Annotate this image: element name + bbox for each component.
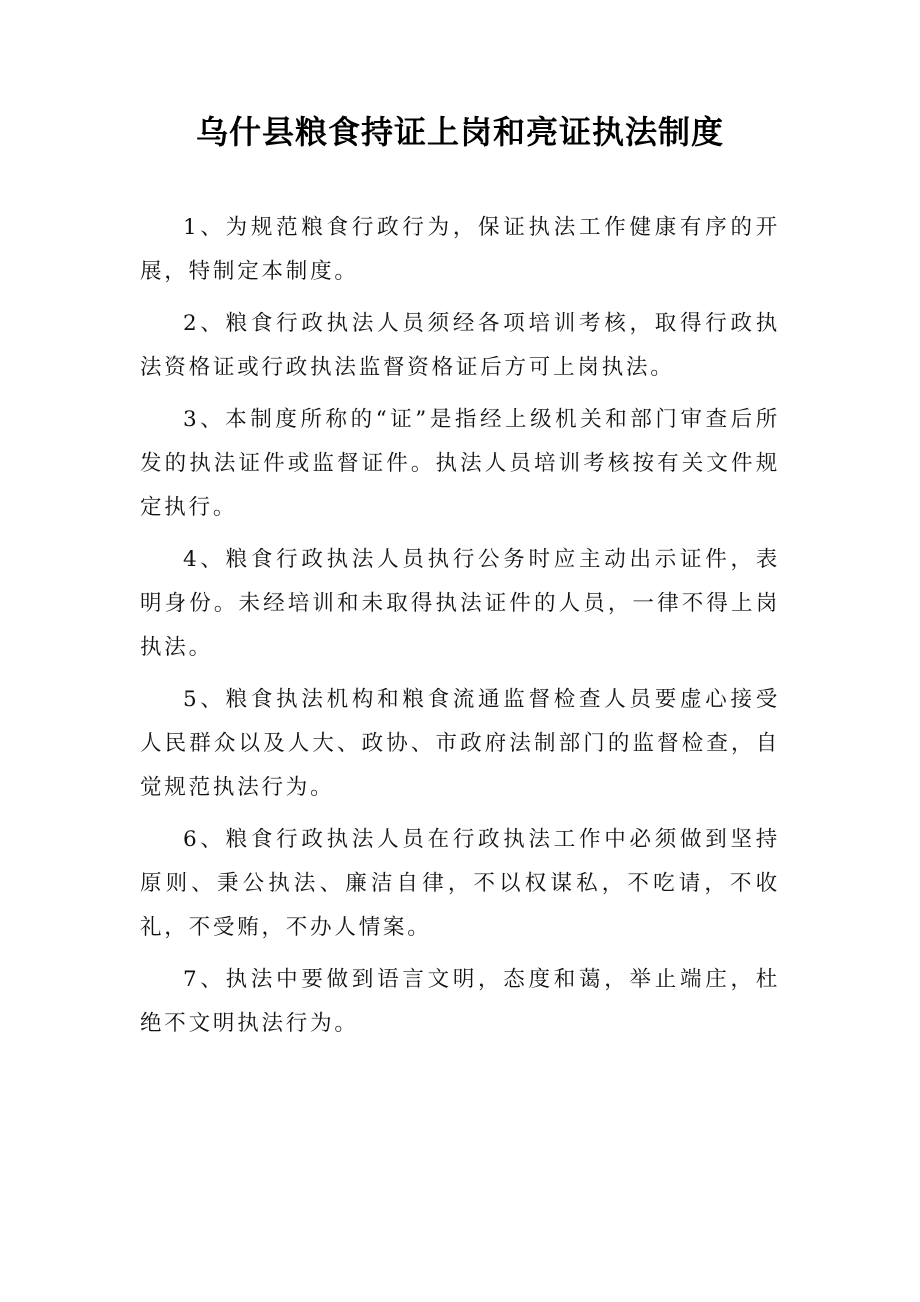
document-body xyxy=(140,206,780,1046)
document-title: 乌什县粮食持证上岗和亮证执法制度 xyxy=(195,113,724,151)
paragraph-2: 2、粮食行政执法人员须经各项培训考核，取得行政执法资格证或行政执法监督资格证后方可上岗执法。 xyxy=(140,311,780,380)
paragraph-1: 1、为规范粮食行政行为，保证执法工作健康有序的开展，特制定本制度。 xyxy=(140,215,780,284)
paragraph-5: 5、粮食执法机构和粮食流通监督检查人员要虚心接受人民群众以及人大、政协、市政府法制部门的监督检查，自觉规范执法行为。 xyxy=(140,687,780,800)
paragraph-7: 7、执法中要做到语言文明，态度和蔼，举止端庄，杜绝不文明执法行为。 xyxy=(140,967,780,1036)
paragraph-4: 4、粮食行政执法人员执行公务时应主动出示证件，表明身份。未经培训和未取得执法证件的人员，一律不得上岗执法。 xyxy=(140,547,780,660)
paragraph-3: 3、本制度所称的“证”是指经上级机关和部门审查后所发的执法证件或监督证件。执法人员培训考核按有关文件规定执行。 xyxy=(140,407,780,520)
paragraph-6: 6、粮食行政执法人员在行政执法工作中必须做到坚持原则、秉公执法、廉洁自律，不以权谋私，不吃请，不收礼，不受贿，不办人情案。 xyxy=(140,827,780,940)
